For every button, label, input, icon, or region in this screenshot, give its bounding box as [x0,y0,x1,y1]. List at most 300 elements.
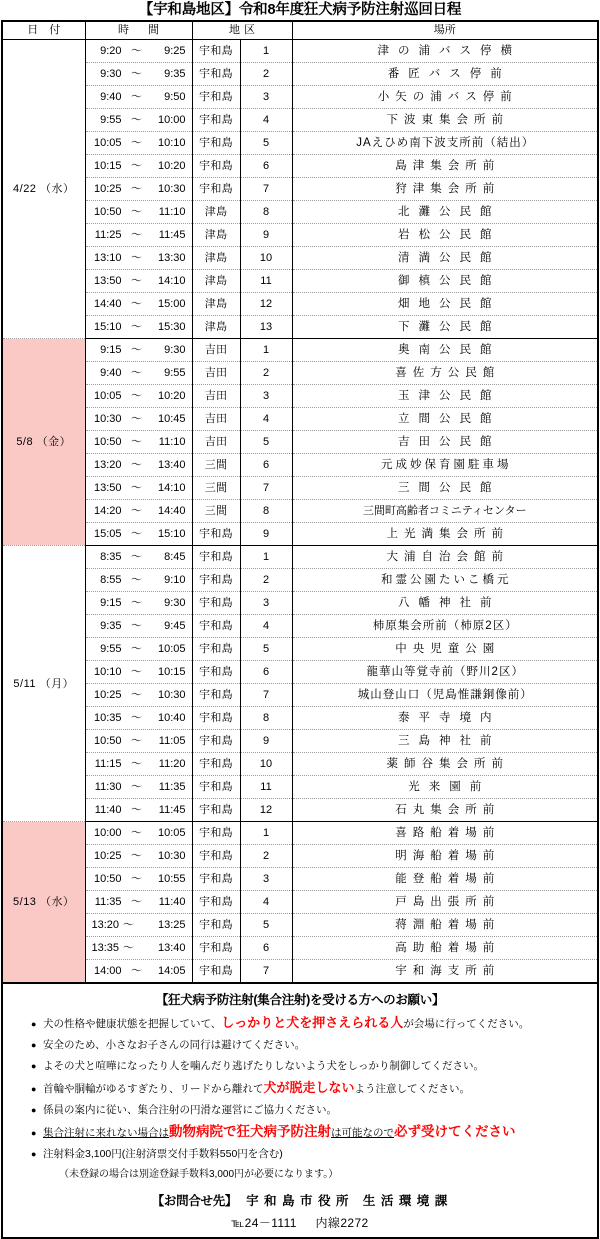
place-cell [292,178,598,201]
time-start: 13:35 [91,942,120,954]
district-cell: 宇和島 [192,63,240,86]
time-start: 10:30 [93,413,122,425]
district-number-cell: 3 [240,385,292,408]
time-separator: 〜 [131,827,142,839]
time-separator: 〜 [131,413,142,425]
district-number-cell: 4 [240,109,292,132]
district-number-cell: 2 [240,362,292,385]
table-row [2,707,598,730]
time-end: 13:25 [157,919,186,931]
table-row [2,40,598,63]
time-separator: 〜 [131,896,142,908]
time-cell [85,40,192,63]
place-cell [292,822,598,845]
time-separator: 〜 [131,367,142,379]
notice-text-tail: は可能なので [331,1127,394,1139]
time-separator: 〜 [123,942,135,954]
time-separator: 〜 [131,45,142,57]
time-separator: 〜 [131,344,142,356]
time-cell [85,799,192,822]
bullet-icon: ● [31,1040,37,1050]
time-start: 13:20 [91,919,120,931]
place-cell [292,270,598,293]
place-text: 和霊公園たいこ橋元 [381,574,512,586]
place-text: 中央児童公園 [395,643,501,655]
place-text: 小矢の浦バス停前 [377,91,518,103]
time-cell [85,868,192,891]
bullet-icon: ● [31,1128,37,1138]
place-text: 八幡神社前 [398,597,501,609]
time-start: 14:40 [93,298,122,310]
place-cell [292,132,598,155]
district-number-cell: 8 [240,201,292,224]
place-text: 明海船着場前 [395,850,501,862]
table-row [2,868,598,891]
time-start: 11:40 [94,804,122,816]
time-cell [85,362,192,385]
district-cell: 宇和島 [192,845,240,868]
time-start: 10:15 [93,160,122,172]
place-cell [292,408,598,431]
date-cell: 5/8 （金） [2,339,85,546]
time-start: 14:20 [93,505,122,517]
time-separator: 〜 [131,321,142,333]
district-cell: 宇和島 [192,799,240,822]
date-cell: 5/11 （月） [2,546,85,822]
district-cell: 吉田 [192,431,240,454]
time-cell [85,822,192,845]
table-row [2,477,598,500]
time-end: 13:40 [157,942,186,954]
time-end: 9:35 [164,68,186,80]
time-cell [85,638,192,661]
district-cell: 津島 [192,270,240,293]
table-header [2,21,598,40]
place-cell [292,960,598,984]
time-start: 10:00 [93,827,122,839]
time-end: 10:00 [157,114,186,126]
date-cell: 4/22 （水） [2,40,85,339]
place-text: 石丸集会所前 [395,804,501,816]
contact-label: 【お問合せ先】 [151,1194,238,1208]
time-start: 9:55 [100,114,122,126]
place-cell [292,500,598,523]
district-number-cell: 7 [240,684,292,707]
notice-item [3,1035,597,1056]
table-row [2,776,598,799]
district-number-cell: 2 [240,845,292,868]
district-number-cell: 5 [240,431,292,454]
time-end: 10:20 [157,390,186,402]
time-separator: 〜 [131,873,142,885]
time-start: 9:20 [100,45,122,57]
place-text: 奥南公民館 [398,344,501,356]
time-start: 10:50 [93,735,122,747]
time-separator: 〜 [131,781,142,793]
place-text: 三間公民館 [398,482,501,494]
table-row [2,914,598,937]
time-end: 9:30 [164,597,186,609]
place-cell [292,63,598,86]
contact-dept: 生 活 環 境 課 [362,1194,449,1208]
time-separator: 〜 [131,436,142,448]
place-cell [292,523,598,546]
time-end: 10:30 [157,183,186,195]
place-text: 高助船着場前 [395,942,501,954]
district-cell: 宇和島 [192,109,240,132]
column-header-place: 場所 [292,21,598,40]
table-row [2,753,598,776]
tel-number: ℡24－1111 [231,1216,297,1230]
place-text: 城山登山口（児島惟謙銅像前） [357,689,533,701]
table-row [2,86,598,109]
table-row [2,293,598,316]
place-text: 島津集会所前 [395,160,501,172]
place-text: 御槙公民館 [398,275,501,287]
table-row [2,132,598,155]
district-cell: 津島 [192,316,240,339]
tel-extension: 内線2272 [315,1216,369,1230]
time-cell [85,155,192,178]
time-end: 10:40 [157,712,186,724]
time-separator: 〜 [131,229,142,241]
district-number-cell: 10 [240,753,292,776]
time-end: 11:40 [158,896,186,908]
column-header-district: 地区 [192,21,292,40]
place-cell [292,845,598,868]
place-text: 大浦自治会館前 [386,551,509,563]
place-cell [292,914,598,937]
time-cell [85,661,192,684]
time-start: 11:30 [94,781,122,793]
place-cell [292,201,598,224]
district-number-cell: 2 [240,569,292,592]
contact-office: 宇 和 島 市 役 所 [246,1194,350,1208]
time-end: 11:45 [158,229,186,241]
time-separator: 〜 [131,505,142,517]
place-cell [292,684,598,707]
time-separator: 〜 [131,459,142,471]
place-cell [292,477,598,500]
time-separator: 〜 [131,252,142,264]
page-title: 【宇和島地区】令和8年度狂犬病予防注射巡回日程 [138,2,462,18]
notice-box [1,984,599,1239]
time-start: 10:50 [93,206,122,218]
time-start: 10:05 [93,137,122,149]
place-text: 宇和海支所前 [395,965,501,977]
district-cell: 宇和島 [192,891,240,914]
time-end: 15:10 [157,528,186,540]
time-end: 11:45 [158,804,186,816]
notice-text: 係員の案内に従い、集合注射の円滑な運営にご協力ください。 [43,1104,337,1116]
notice-text: 犬の性格や健康状態を把握していて、 [43,1018,222,1030]
time-end: 14:40 [157,505,186,517]
district-number-cell: 6 [240,661,292,684]
time-separator: 〜 [131,91,142,103]
time-start: 10:50 [93,873,122,885]
district-number-cell: 3 [240,86,292,109]
district-number-cell: 1 [240,40,292,63]
place-text: 薬師谷集会所前 [386,758,509,770]
notice-item [3,1012,597,1035]
time-cell [85,178,192,201]
table-row [2,408,598,431]
time-end: 14:05 [157,965,186,977]
time-end: 11:10 [158,436,186,448]
district-number-cell: 7 [240,477,292,500]
time-separator: 〜 [131,735,142,747]
place-text: 喜佐方公民館 [395,367,501,379]
place-text: 元成妙保育園駐車場 [381,459,512,471]
place-cell [292,569,598,592]
time-cell [85,132,192,155]
district-number-cell: 8 [240,707,292,730]
contact-line [3,1189,597,1213]
time-cell [85,247,192,270]
time-separator: 〜 [131,597,142,609]
time-separator: 〜 [131,574,142,586]
time-start: 10:35 [93,712,122,724]
place-text: 岩松公民館 [398,229,501,241]
district-number-cell: 4 [240,615,292,638]
table-row [2,845,598,868]
time-cell [85,546,192,569]
district-cell: 宇和島 [192,638,240,661]
time-cell [85,270,192,293]
time-end: 10:55 [157,873,186,885]
place-text: 玉津公民館 [398,390,501,402]
district-cell: 宇和島 [192,707,240,730]
notice-item [3,1100,597,1121]
time-end: 14:10 [157,482,186,494]
district-cell: 三間 [192,477,240,500]
time-start: 10:50 [93,436,122,448]
time-start: 13:10 [93,252,122,264]
time-separator: 〜 [131,206,142,218]
table-row [2,569,598,592]
time-end: 9:50 [164,91,186,103]
time-start: 13:50 [93,275,122,287]
table-row [2,316,598,339]
notice-text: 集合注射に来れない場合は [43,1127,169,1139]
time-start: 13:50 [93,482,122,494]
time-start: 8:55 [100,574,122,586]
time-end: 14:10 [157,275,186,287]
district-number-cell: 12 [240,799,292,822]
place-cell [292,799,598,822]
place-text: 立間公民館 [398,413,501,425]
notice-title: 【狂犬病予防注射(集合注射)を受ける方へのお願い】 [155,993,445,1007]
district-number-cell: 5 [240,914,292,937]
notice-emphasis-strong: 必ず受けてください [394,1124,516,1139]
notice-text: よその犬と喧嘩になったり人を噛んだり逃げたりしないよう犬をしっかり制御してください。 [43,1060,484,1072]
table-body [2,40,598,984]
time-end: 8:45 [164,551,186,563]
time-cell [85,753,192,776]
district-number-cell: 9 [240,730,292,753]
time-separator: 〜 [131,482,142,494]
place-cell [292,891,598,914]
notice-text: 首輪や胴輪がゆるすぎたり、リードから離れて [43,1083,264,1095]
time-end: 11:05 [158,735,186,747]
time-start: 11:25 [94,229,122,241]
notice-item [3,1121,597,1144]
place-text: 清満公民館 [398,252,501,264]
time-cell [85,109,192,132]
notice-sub-note: （未登録の場合は別途登録手数料3,000円が必要になります。） [59,1169,339,1180]
place-cell [292,868,598,891]
district-number-cell: 11 [240,776,292,799]
district-cell: 吉田 [192,339,240,362]
district-number-cell: 3 [240,592,292,615]
time-separator: 〜 [131,275,142,287]
time-cell [85,592,192,615]
table-row [2,546,598,569]
district-number-cell: 1 [240,339,292,362]
place-cell [292,592,598,615]
time-separator: 〜 [131,160,142,172]
place-text: 喜路船着場前 [395,827,501,839]
place-cell [292,362,598,385]
district-number-cell: 6 [240,454,292,477]
place-cell [292,431,598,454]
place-cell [292,224,598,247]
district-number-cell: 10 [240,247,292,270]
time-end: 10:20 [157,160,186,172]
place-cell [292,707,598,730]
time-cell [85,201,192,224]
table-row [2,454,598,477]
time-cell [85,293,192,316]
time-start: 10:25 [93,689,122,701]
table-row [2,937,598,960]
place-cell [292,776,598,799]
time-cell [85,776,192,799]
district-number-cell: 4 [240,891,292,914]
district-cell: 宇和島 [192,178,240,201]
time-start: 9:40 [100,367,122,379]
time-separator: 〜 [131,68,142,80]
time-start: 9:40 [100,91,122,103]
place-text: 下波東集会所前 [386,114,509,126]
time-cell [85,523,192,546]
place-text: 三島神社前 [398,735,501,747]
table-row [2,224,598,247]
time-cell [85,707,192,730]
district-number-cell: 13 [240,316,292,339]
time-start: 9:55 [100,643,122,655]
time-cell [85,684,192,707]
time-cell [85,339,192,362]
table-row [2,891,598,914]
time-start: 15:10 [93,321,122,333]
time-separator: 〜 [131,850,142,862]
district-number-cell: 1 [240,546,292,569]
time-start: 14:00 [93,965,122,977]
table-row [2,270,598,293]
place-cell [292,339,598,362]
time-end: 15:30 [157,321,186,333]
district-cell: 津島 [192,224,240,247]
notice-item [3,1077,597,1100]
place-text: JAえひめ南下波支所前（結出） [356,137,535,149]
time-separator: 〜 [131,114,142,126]
place-text: 能登船着場前 [395,873,501,885]
time-start: 8:35 [100,551,122,563]
table-row [2,63,598,86]
notice-text: 注射料金3,100円(注射済票交付手数料550円を含む) [43,1148,283,1160]
time-start: 11:15 [94,758,122,770]
time-cell [85,477,192,500]
table-row [2,822,598,845]
place-text: 下灘公民館 [398,321,501,333]
time-cell [85,385,192,408]
time-cell [85,500,192,523]
time-separator: 〜 [131,712,142,724]
place-cell [292,109,598,132]
table-row [2,362,598,385]
district-number-cell: 12 [240,293,292,316]
time-separator: 〜 [131,804,142,816]
time-start: 10:10 [93,666,122,678]
table-row [2,960,598,984]
table-row [2,431,598,454]
table-row [2,799,598,822]
district-number-cell: 1 [240,822,292,845]
district-cell: 宇和島 [192,615,240,638]
place-text: 戸島出張所前 [395,896,501,908]
table-row [2,638,598,661]
table-row [2,500,598,523]
bullet-icon: ● [31,1061,37,1071]
time-start: 9:35 [100,620,122,632]
time-end: 13:30 [157,252,186,264]
column-header-date: 日 付 [2,21,85,40]
district-cell: 宇和島 [192,592,240,615]
place-text: 柿原集会所前（柿原2区） [372,620,518,632]
place-cell [292,385,598,408]
time-separator: 〜 [131,758,142,770]
district-cell: 宇和島 [192,868,240,891]
time-cell [85,224,192,247]
time-cell [85,914,192,937]
bullet-icon: ● [31,1105,37,1115]
place-cell [292,661,598,684]
time-separator: 〜 [131,298,142,310]
time-separator: 〜 [131,137,142,149]
place-cell [292,615,598,638]
time-cell [85,845,192,868]
time-separator: 〜 [131,620,142,632]
time-separator: 〜 [131,643,142,655]
district-number-cell: 3 [240,868,292,891]
time-end: 11:35 [158,781,186,793]
time-end: 10:30 [157,689,186,701]
time-start: 10:25 [93,183,122,195]
time-separator: 〜 [131,689,142,701]
notice-emphasis: 動物病院で狂犬病予防注射 [169,1124,331,1139]
bullet-icon: ● [31,1149,37,1159]
time-end: 10:05 [157,643,186,655]
district-number-cell: 7 [240,960,292,984]
time-start: 13:20 [93,459,122,471]
bullet-icon: ● [31,1084,37,1094]
place-cell [292,454,598,477]
district-number-cell: 5 [240,132,292,155]
place-text: 三間町高齢者コミニティセンター [362,505,527,517]
place-cell [292,40,598,63]
table-row [2,339,598,362]
